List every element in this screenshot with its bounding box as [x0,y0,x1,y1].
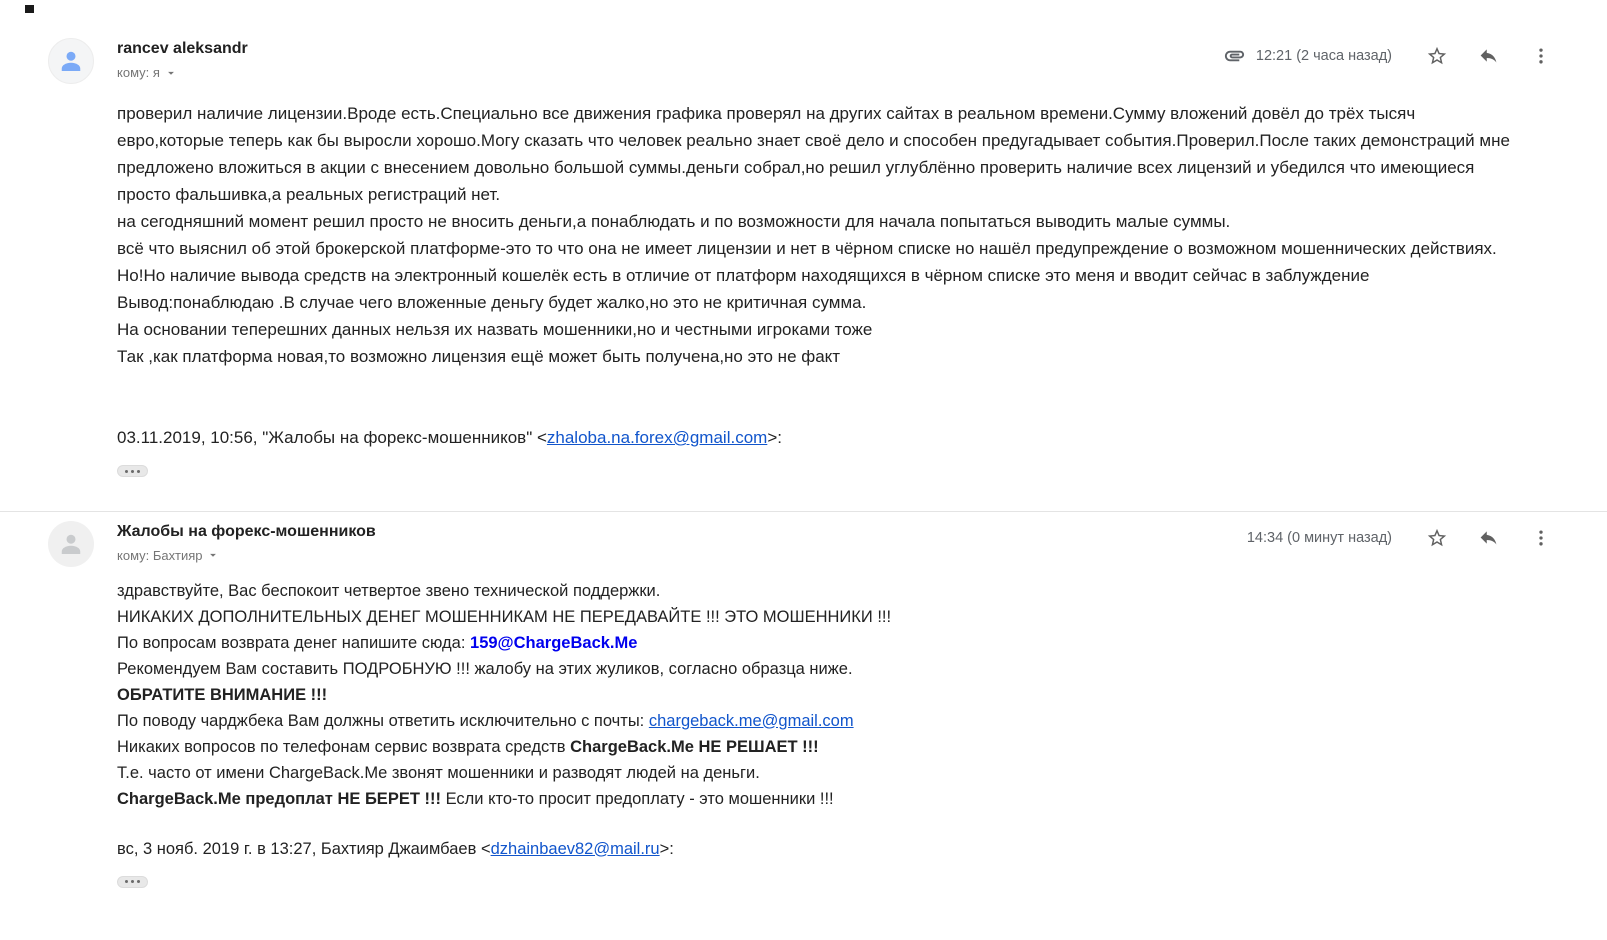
trim-dot [131,880,134,883]
reply-icon[interactable] [1478,527,1499,548]
person-icon [56,529,86,559]
sender-name: Жалобы на форекс-мошенников [117,522,376,540]
body-paragraph: Вывод:понаблюдаю .В случае чего вложенные деньгу будет жалко,но это не критичная сумма. [117,293,867,312]
body-line [117,630,1517,656]
body-line: Т.е. часто от имени ChargeBack.Me звонят мошенники и разводят людей на деньги. [117,763,760,782]
star-icon[interactable] [1426,527,1448,549]
chevron-down-icon [206,548,220,562]
body-line [117,708,1517,734]
chevron-down-icon [164,66,178,80]
body-text-bold: ChargeBack.Me НЕ РЕШАЕТ !!! [570,737,819,756]
trim-dot [137,880,140,883]
body-line: здравствуйте, Вас беспокоит четвертое звено технической поддержки. [117,581,661,600]
body-line: Рекомендуем Вам составить ПОДРОБНУЮ !!! жалобу на этих жуликов, согласно образца ниже. [117,659,853,678]
quoted-message-header [117,424,1517,451]
avatar [48,38,94,84]
reply-icon[interactable] [1478,45,1499,66]
more-options-icon[interactable] [1531,46,1551,66]
quote-prefix: 03.11.2019, 10:56, "Жалобы на форекс-мошенников" < [117,428,547,447]
quote-prefix: вс, 3 нояб. 2019 г. в 13:27, Бахтияр Джаимбаев < [117,839,491,858]
more-options-icon[interactable] [1531,528,1551,548]
recipient-label: кому: Бахтияр [117,547,203,563]
email-address-link[interactable]: dzhainbaev82@mail.ru [490,839,660,858]
avatar [48,521,94,567]
quote-suffix: >: [659,839,674,858]
show-trimmed-content-button[interactable] [117,465,148,477]
bottom-padding [0,891,1607,915]
email-address-link[interactable]: zhaloba.na.forex@gmail.com [546,428,768,447]
sender-block [117,38,248,80]
timestamp: 12:21 (2 часа назад) [1255,47,1392,64]
sender-block [117,521,376,563]
body-text: По поводу чарджбека Вам должны ответить исключительно с почты: [117,711,649,730]
email-2-header [48,521,1551,567]
body-line: НИКАКИХ ДОПОЛНИТЕЛЬНЫХ ДЕНЕГ МОШЕННИКАМ НЕ ПЕРЕДАВАЙТЕ !!! ЭТО МОШЕННИКИ !!! [117,607,892,626]
body-paragraph: всё что выяснил об этой брокерской платформе-это то что она не имеет лицензии и нет в чёрном списке но нашёл предупреждение о возможном мошеннических действиях. [117,239,1497,258]
person-icon [56,46,86,76]
email-2-body [117,578,1517,892]
body-line [117,734,1517,760]
email-1-body [117,100,1517,481]
email-1-header [48,38,1551,84]
attachment-icon [1223,44,1246,67]
quoted-message-header [117,836,1517,862]
trim-dot [131,470,134,473]
body-paragraph: проверил наличие лицензии.Вроде есть.Специально все движения графика проверял на других сайтах в реальном времени.Сумму вложений довёл до трёх тысяч евро,которые теперь как бы выросли хорошо.Могу сказать что человек реально знает своё дело и способен предугадывает события.Проверил.После таких демонстраций мне предложено вложиться в акции с внесением довольно большой суммы.деньги собрал,но решил углублённо проверить наличие всех лицензий и убедился что имеющиеся просто фальшивка,а реальных регистраций нет. [117,104,1510,204]
trim-dot [125,470,128,473]
header-actions [1223,44,1551,67]
body-text: Никаких вопросов по телефонам сервис возврата средств [117,737,571,756]
body-paragraph: На основании теперешних данных нельзя их назвать мошенники,но и честными игроками тоже [117,320,873,339]
chargeback-email-link[interactable]: 159@ChargeBack.Me [470,633,638,652]
header-actions [1237,527,1551,549]
screenshot-artifact [25,5,34,13]
body-text: Если кто-то просит предоплату - это мошенники !!! [440,789,834,808]
recipient-row[interactable] [117,65,248,80]
email-address-link[interactable]: chargeback.me@gmail.com [648,711,854,730]
star-icon[interactable] [1426,45,1448,67]
body-paragraph: на сегодняшний момент решил просто не вносить деньги,а понаблюдать и по возможности для начала попытаться выводить малые суммы. [117,212,1231,231]
recipient-label: кому: я [117,65,160,80]
body-line [117,786,1517,812]
show-trimmed-content-button[interactable] [117,876,148,888]
timestamp: 14:34 (0 минут назад) [1246,529,1392,546]
trim-dot [137,470,140,473]
body-text-bold: ChargeBack.Me предоплат НЕ БЕРЕТ !!! [117,789,441,808]
body-line-bold: ОБРАТИТЕ ВНИМАНИЕ !!! [117,685,328,704]
body-text: По вопросам возврата денег напишите сюда: [117,633,471,652]
sender-name: rancev aleksandr [117,40,248,57]
body-paragraph: Но!Но наличие вывода средств на электронный кошелёк есть в отличие от платформ находящихся в чёрном списке это меня и вводит сейчас в заблуждение [117,266,1370,285]
body-paragraph: Так ,как платформа новая,то возможно лицензия ещё может быть получена,но это не факт [117,347,841,366]
email-message-2 [0,512,1607,892]
trim-dot [125,880,128,883]
quote-suffix: >: [767,428,782,447]
recipient-row[interactable] [117,548,376,563]
